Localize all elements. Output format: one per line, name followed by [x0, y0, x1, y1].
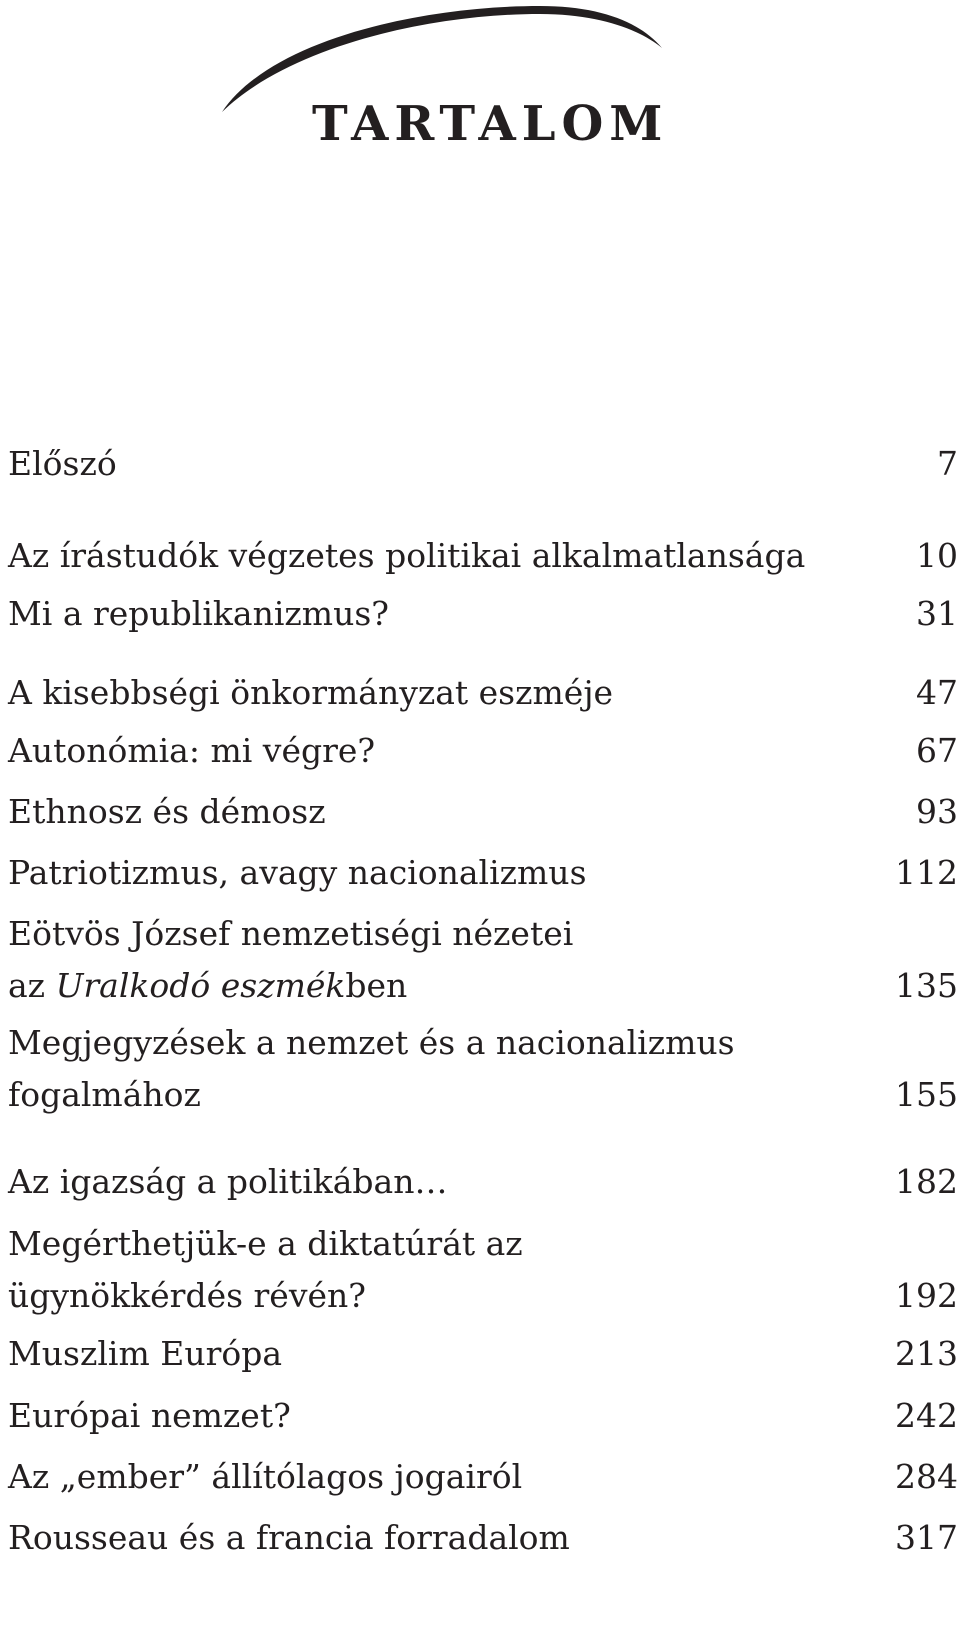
entry-page: 242	[895, 1396, 958, 1435]
toc-entry[interactable]	[8, 847, 958, 899]
entry-title: Az „ember” állítólagos jogairól	[8, 1457, 523, 1496]
entry-title-line2: fogalmához	[8, 1075, 201, 1114]
toc-entry[interactable]	[8, 1390, 958, 1442]
toc-entry[interactable]	[8, 1512, 958, 1564]
entry-page: 112	[895, 853, 958, 892]
entry-page: 135	[895, 966, 958, 1005]
toc-entry[interactable]	[8, 725, 958, 777]
entry-title: Rousseau és a francia forradalom	[8, 1518, 570, 1557]
toc-entry[interactable]	[8, 1017, 958, 1121]
entry-page: 67	[916, 731, 958, 770]
toc-entry[interactable]	[8, 588, 958, 640]
entry-title-line2: az Uralkodó eszmékben	[8, 966, 408, 1005]
toc-entry[interactable]	[8, 908, 958, 1012]
entry-title: Muszlim Európa	[8, 1334, 283, 1373]
book-title: Uralkodó eszmék	[55, 966, 346, 1005]
entry-page: 213	[895, 1334, 958, 1373]
toc-entry[interactable]	[8, 438, 958, 490]
toc-entry[interactable]	[8, 786, 958, 838]
page-title: TARTALOM	[312, 96, 669, 152]
entry-page: 47	[916, 673, 958, 712]
entry-page: 93	[916, 792, 958, 831]
entry-title: Az írástudók végzetes politikai alkalmatlansága	[8, 536, 806, 575]
toc-entry[interactable]	[8, 667, 958, 719]
toc-entry[interactable]	[8, 530, 958, 582]
entry-title: Az igazság a politikában…	[8, 1162, 448, 1201]
entry-page: 284	[895, 1457, 958, 1496]
entry-page: 7	[937, 444, 958, 483]
entry-title-line1: Megjegyzések a nemzet és a nacionalizmus	[8, 1023, 735, 1062]
entry-title-line1: Megérthetjük-e a diktatúrát az	[8, 1224, 523, 1263]
entry-title: Európai nemzet?	[8, 1396, 291, 1435]
entry-page: 192	[895, 1276, 958, 1315]
entry-title: Előszó	[8, 444, 117, 483]
toc-entry[interactable]	[8, 1156, 958, 1208]
toc-entry[interactable]	[8, 1218, 958, 1322]
entry-title: Ethnosz és démosz	[8, 792, 326, 831]
entry-page: 31	[916, 594, 958, 633]
entry-title: Mi a republikanizmus?	[8, 594, 389, 633]
entry-page: 182	[895, 1162, 958, 1201]
toc-entry[interactable]	[8, 1451, 958, 1503]
entry-title: A kisebbségi önkormányzat eszméje	[8, 673, 614, 712]
entry-page: 317	[895, 1518, 958, 1557]
entry-title-line1: Eötvös József nemzetiségi nézetei	[8, 914, 574, 953]
entry-page: 155	[895, 1075, 958, 1114]
entry-title: Autonómia: mi végre?	[8, 731, 376, 770]
toc-entry[interactable]	[8, 1328, 958, 1380]
entry-title: Patriotizmus, avagy nacionalizmus	[8, 853, 587, 892]
entry-page: 10	[916, 536, 958, 575]
entry-title-line2: ügynökkérdés révén?	[8, 1276, 366, 1315]
